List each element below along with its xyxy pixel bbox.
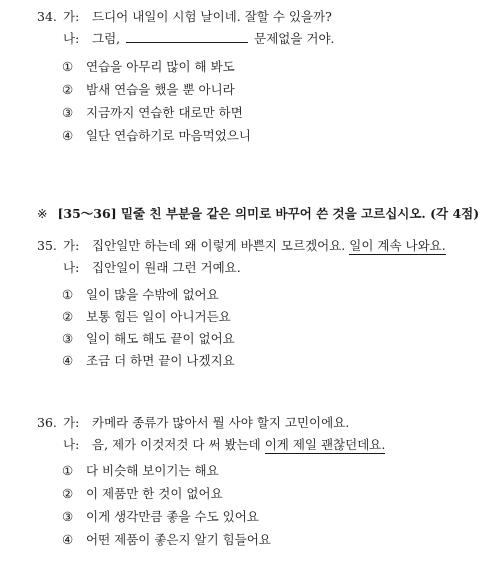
utterance-text: 드디어 내일이 시험 날이네. 잘할 수 있을까?: [92, 9, 332, 24]
option-text: 일이 많을 수밖에 없어요: [86, 287, 219, 302]
question-number: 35.: [37, 238, 57, 253]
option-4: [62, 531, 271, 549]
utterance-text: 집안일만 하는데 왜 이렇게 바쁜지 모르겠어요.: [92, 238, 346, 253]
option-4: [62, 352, 235, 370]
utterance-text: 카메라 종류가 많아서 뭘 사야 할지 고민이에요.: [92, 415, 350, 430]
option-marker: ④: [62, 353, 74, 368]
option-text: 보통 힘든 일이 아니거든요: [86, 309, 231, 324]
option-marker: ①: [62, 287, 74, 302]
option-1: [62, 58, 235, 76]
option-1: [62, 286, 219, 304]
speaker-ga: 가:: [63, 415, 80, 430]
option-text: 일이 해도 해도 끝이 없어요: [86, 331, 235, 346]
option-text: 밤새 연습을 했을 뿐 아니라: [86, 82, 235, 97]
utterance-text-pre: 그럼,: [92, 31, 121, 46]
section-instruction: [37, 205, 479, 223]
option-marker: ①: [62, 463, 74, 478]
speaker-na: 나:: [63, 437, 80, 452]
option-3: [62, 330, 235, 348]
option-marker: ②: [62, 309, 74, 324]
option-marker: ③: [62, 331, 74, 346]
utterance-text: 음, 제가 이것저것 다 써 봤는데: [92, 437, 261, 452]
instruction-text: [35～36] 밑줄 친 부분을 같은 의미로 바꾸어 쓴 것을 고르십시오. (각 4점): [57, 206, 480, 221]
question-number: 34.: [37, 9, 57, 24]
option-text: 어떤 제품이 좋은지 알기 힘들어요: [86, 532, 271, 547]
option-text: 이 제품만 한 것이 없어요: [86, 486, 223, 501]
option-marker: ①: [62, 59, 74, 74]
utterance-text: 집안일이 원래 그런 거예요.: [92, 260, 241, 275]
utterance-text-post: 문제없을 거야.: [254, 31, 335, 46]
option-marker: ④: [62, 128, 74, 143]
underlined-phrase: 일이 계속 나와요.: [349, 238, 446, 253]
speaker-ga: 가:: [63, 9, 80, 24]
option-text: 조금 더 하면 끝이 나겠지요: [86, 353, 235, 368]
option-1: [62, 462, 219, 480]
speaker-ga: 가:: [63, 238, 80, 253]
answer-blank: [126, 30, 248, 43]
option-4: [62, 127, 251, 145]
question-number: 36.: [37, 415, 57, 430]
option-marker: ②: [62, 82, 74, 97]
option-2: [62, 485, 223, 503]
option-text: 이게 생각만큼 좋을 수도 있어요: [86, 509, 259, 524]
option-text: 일단 연습하기로 마음먹었으니: [86, 128, 251, 143]
reference-mark: ※: [37, 206, 48, 221]
underlined-phrase: 이게 제일 괜찮던데요.: [264, 437, 386, 452]
option-marker: ②: [62, 486, 74, 501]
option-2: [62, 81, 235, 99]
option-3: [62, 104, 243, 122]
option-2: [62, 308, 231, 326]
speaker-na: 나:: [63, 31, 80, 46]
speaker-na: 나:: [63, 260, 80, 275]
option-marker: ③: [62, 509, 74, 524]
option-marker: ④: [62, 532, 74, 547]
option-marker: ③: [62, 105, 74, 120]
option-text: 연습을 아무리 많이 해 봐도: [86, 59, 235, 74]
option-text: 지금까지 연습한 대로만 하면: [86, 105, 243, 120]
option-3: [62, 508, 259, 526]
option-text: 다 비슷해 보이기는 해요: [86, 463, 219, 478]
